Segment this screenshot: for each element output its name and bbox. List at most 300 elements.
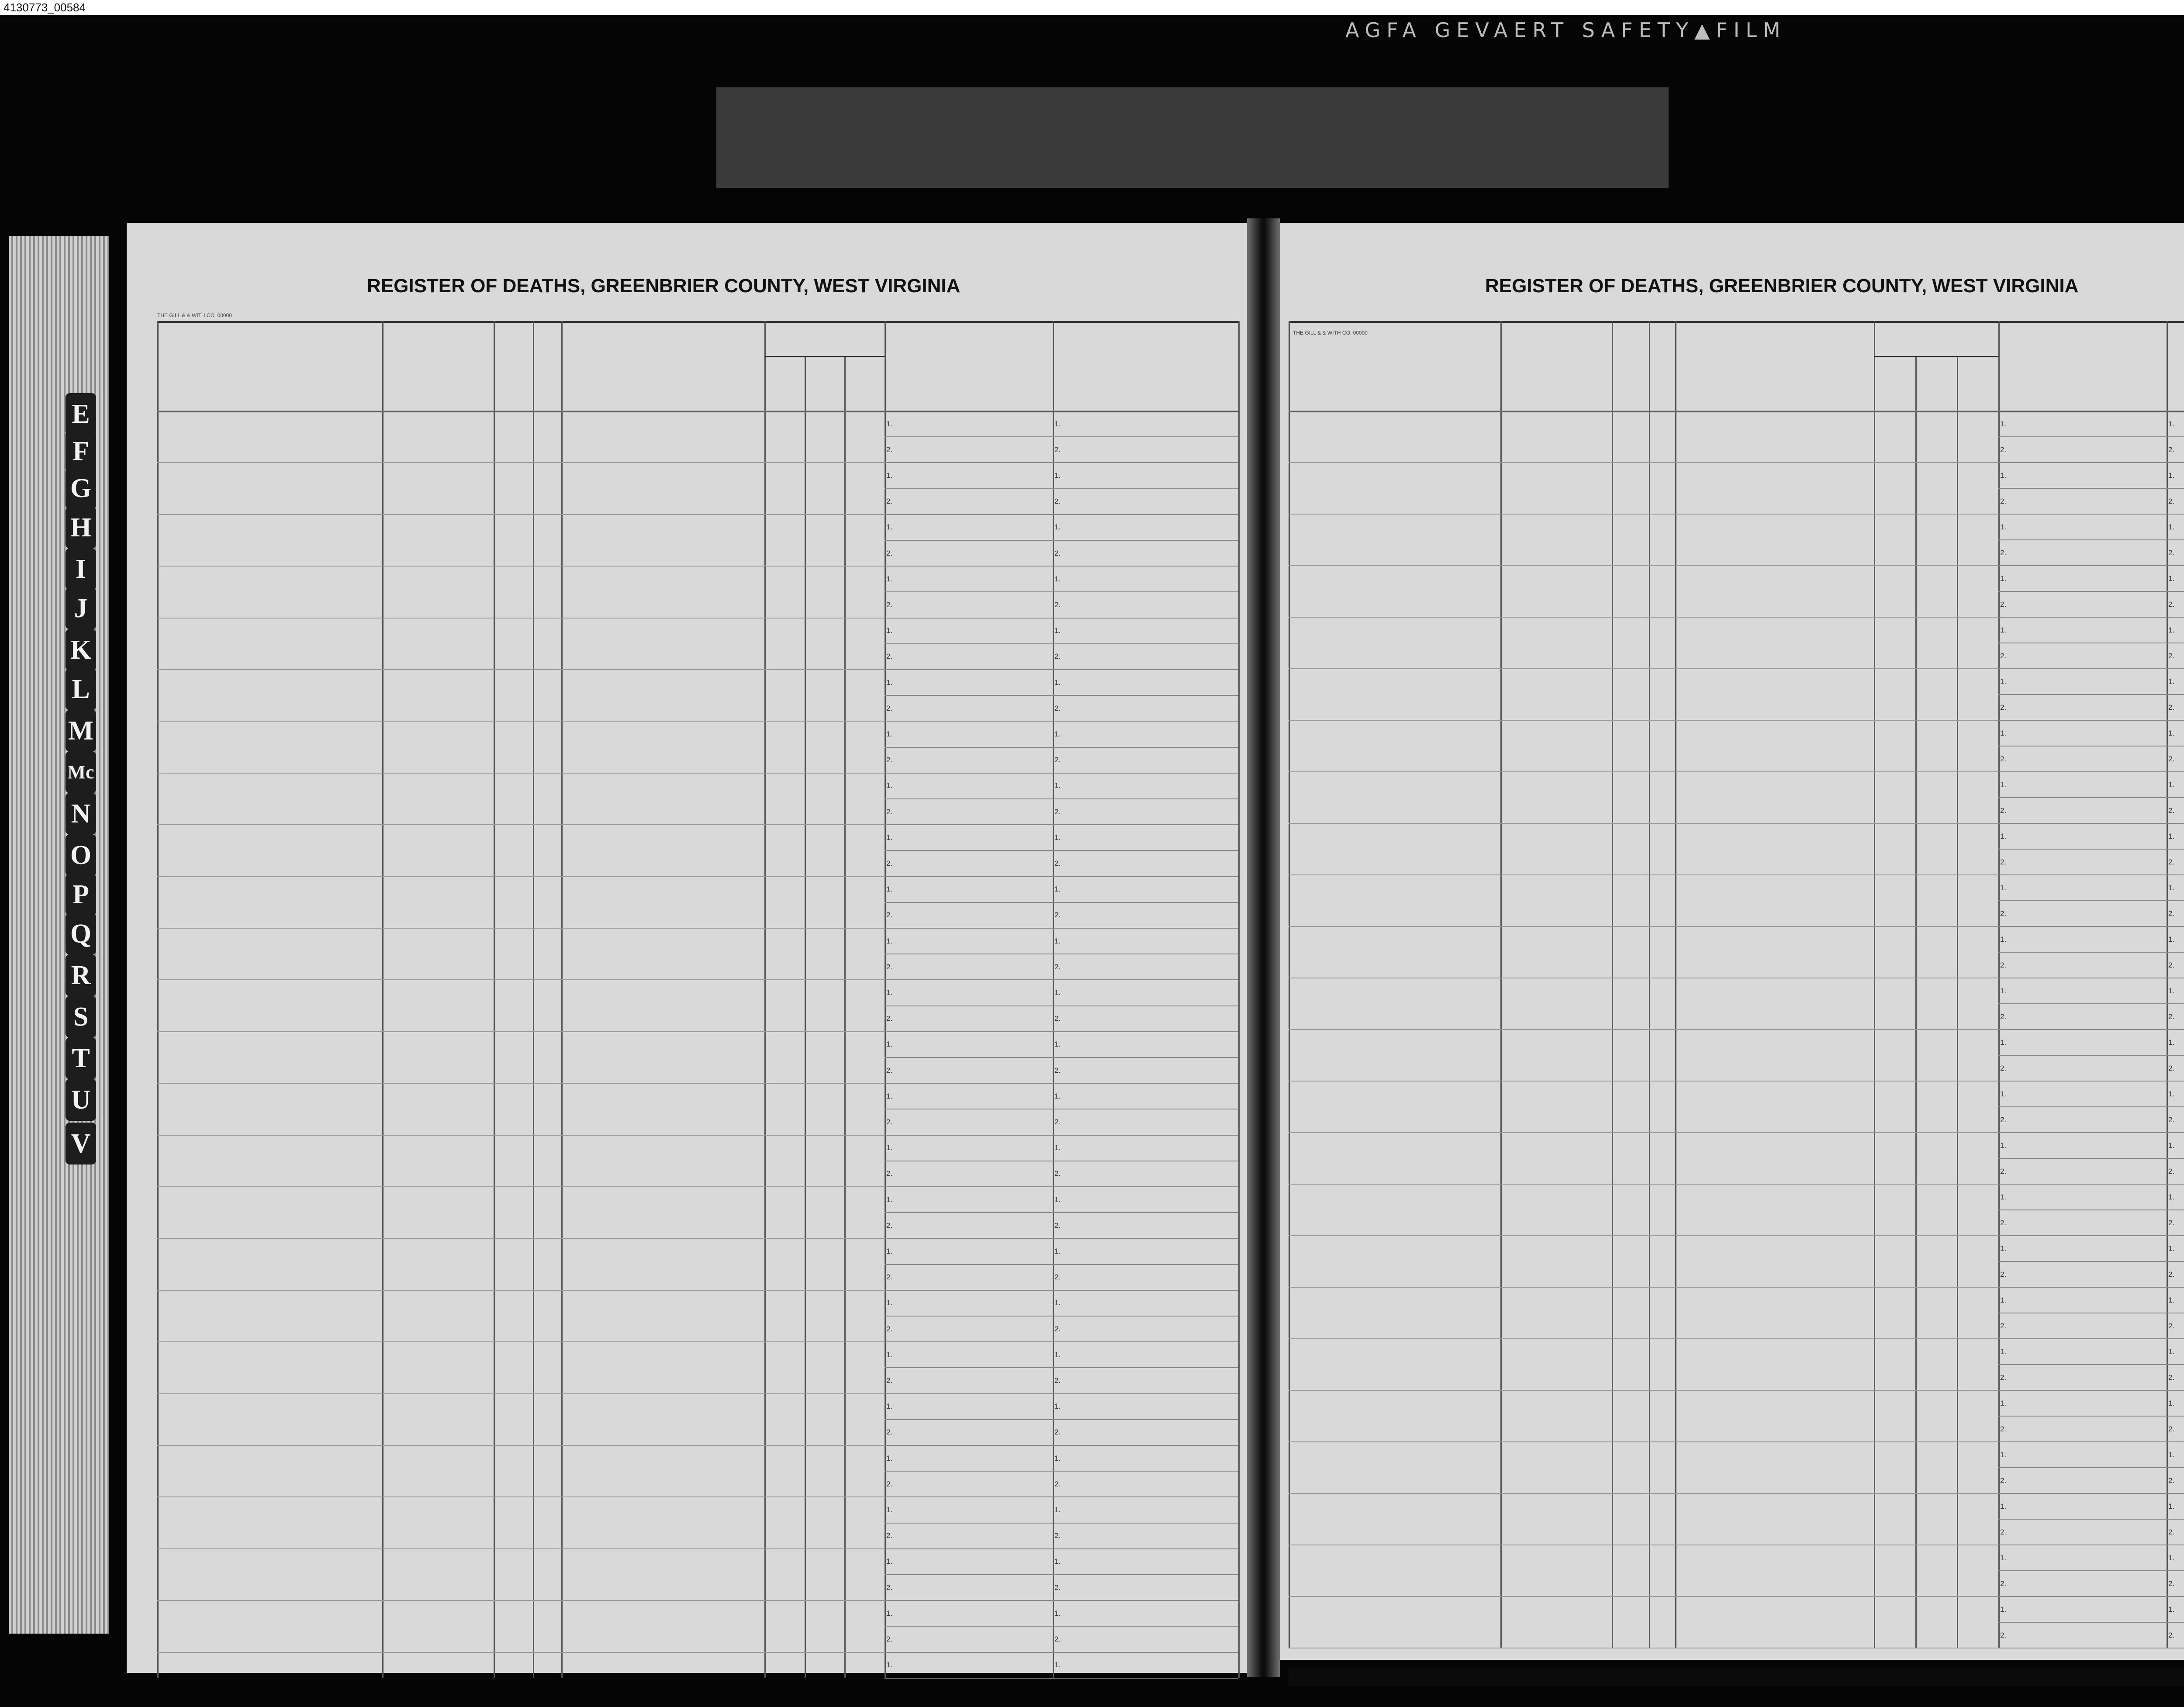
line-number: 1. <box>1054 885 1061 894</box>
column-rule <box>1612 321 1613 1648</box>
line-number: 2. <box>2168 548 2175 557</box>
line-number: 2. <box>1054 1014 1061 1023</box>
ruled-line <box>1998 1209 2184 1210</box>
line-number: 1. <box>1054 1092 1061 1100</box>
line-number: 1. <box>2000 1502 2007 1510</box>
line-number: 2. <box>2000 754 2007 763</box>
column-rule <box>2167 321 2168 1648</box>
column-rule <box>805 356 806 1678</box>
line-number: 1. <box>886 988 893 997</box>
column-rule <box>561 321 563 1678</box>
line-number: 1. <box>1054 1661 1061 1669</box>
line-number: 2. <box>2168 754 2175 763</box>
line-number: 2. <box>2000 1373 2007 1382</box>
line-number: 2. <box>2000 1631 2007 1639</box>
ruled-line <box>885 1057 1238 1058</box>
line-number: 2. <box>1054 445 1061 454</box>
book-spine <box>1247 218 1280 1677</box>
line-number: 2. <box>886 1221 893 1230</box>
line-number: 1. <box>2168 1038 2175 1047</box>
ruled-line <box>1998 926 2184 927</box>
line-number: 2. <box>1054 704 1061 712</box>
line-number: 2. <box>886 1376 893 1385</box>
ruled-line <box>885 1496 1238 1497</box>
ruled-line <box>1998 900 2184 901</box>
line-number: 2. <box>1054 1324 1061 1333</box>
ruled-line <box>1289 514 1998 515</box>
ruled-line <box>1998 1055 2184 1056</box>
ruled-line <box>1998 462 2184 463</box>
index-tab-p: P <box>66 874 96 916</box>
line-number: 2. <box>2168 1373 2175 1382</box>
line-number: 2. <box>886 1635 893 1643</box>
ruled-line <box>157 876 885 877</box>
column-rule <box>157 321 159 1678</box>
right-page <box>1280 223 2184 1660</box>
ruled-line <box>885 1393 1238 1394</box>
ruled-line <box>157 1290 885 1291</box>
ruled-line <box>157 928 885 929</box>
line-number: 2. <box>2000 1476 2007 1485</box>
line-number: 2. <box>886 1479 893 1488</box>
line-number: 1. <box>2168 1296 2175 1304</box>
ruled-line <box>1998 1287 2184 1288</box>
ruled-line <box>157 1496 885 1497</box>
ruled-line <box>1289 1132 1998 1133</box>
line-number: 1. <box>886 1661 893 1669</box>
ruled-line <box>885 1186 1238 1187</box>
line-number: 1. <box>2000 986 2007 995</box>
ruled-line <box>1289 823 1998 824</box>
ruled-line <box>157 721 885 722</box>
column-rule <box>1874 321 1875 1648</box>
line-number: 1. <box>2000 1141 2007 1150</box>
line-number: 2. <box>2168 1579 2175 1588</box>
ruled-line <box>885 1135 1238 1136</box>
column-rule <box>764 321 766 1678</box>
ruled-line <box>1998 1235 2184 1236</box>
header-top-rule <box>157 321 1238 323</box>
line-number: 2. <box>2168 1012 2175 1021</box>
column-rule <box>1915 356 1917 1648</box>
line-number: 1. <box>1054 1557 1061 1566</box>
ruled-line <box>1998 1570 2184 1571</box>
line-number: 2. <box>1054 497 1061 506</box>
line-number: 2. <box>2000 651 2007 660</box>
line-number: 2. <box>2000 1321 2007 1330</box>
index-tab-g: G <box>66 467 96 509</box>
ruled-line <box>885 669 1238 670</box>
line-number: 2. <box>2000 1579 2007 1588</box>
ruled-line <box>1998 565 2184 566</box>
line-number: 2. <box>886 962 893 971</box>
line-number: 1. <box>1054 988 1061 997</box>
line-number: 2. <box>2168 1476 2175 1485</box>
line-number: 1. <box>1054 523 1061 532</box>
line-number: 2. <box>886 807 893 816</box>
line-number: 2. <box>1054 1221 1061 1230</box>
column-rule <box>1289 321 1290 1648</box>
left-page <box>127 223 1247 1673</box>
line-number: 2. <box>2168 909 2175 918</box>
ruled-line <box>1998 668 2184 669</box>
ruled-line <box>885 643 1238 644</box>
line-number: 1. <box>2000 1296 2007 1304</box>
line-number: 1. <box>886 1040 893 1049</box>
ruled-line <box>1998 1467 2184 1468</box>
ruled-line <box>1998 591 2184 592</box>
header-top-rule <box>1289 321 2184 323</box>
line-number: 2. <box>886 549 893 557</box>
ruled-line <box>1289 720 1998 721</box>
line-number: 2. <box>1054 911 1061 919</box>
index-tab-r: R <box>66 954 96 996</box>
line-number: 1. <box>1054 730 1061 738</box>
line-number: 1. <box>2168 883 2175 892</box>
line-number: 1. <box>886 1557 893 1566</box>
ruled-line <box>885 1264 1238 1265</box>
column-rule <box>1500 321 1502 1648</box>
line-number: 2. <box>1054 807 1061 816</box>
ruled-line <box>157 1600 885 1601</box>
ruled-line <box>157 1186 885 1187</box>
line-number: 1. <box>2000 1450 2007 1459</box>
line-number: 1. <box>886 1506 893 1514</box>
ruled-line <box>157 979 885 980</box>
line-number: 2. <box>886 1066 893 1075</box>
right-page-title: REGISTER OF DEATHS, GREENBRIER COUNTY, WEST VIRGINIA <box>1485 275 2079 297</box>
age-subheader-rule <box>1874 356 1998 357</box>
line-number: 1. <box>2168 625 2175 634</box>
ruled-line <box>885 695 1238 696</box>
ruled-line <box>1289 926 1998 927</box>
line-number: 1. <box>2000 1347 2007 1356</box>
ruled-line <box>157 1393 885 1394</box>
line-number: 2. <box>2168 1631 2175 1639</box>
ruled-line <box>885 1574 1238 1575</box>
line-number: 2. <box>1054 652 1061 661</box>
ruled-line <box>885 721 1238 722</box>
line-number: 1. <box>2168 1399 2175 1407</box>
ruled-line <box>1289 771 1998 772</box>
ruled-line <box>157 1548 885 1549</box>
index-tab-mc: Mc <box>66 751 96 793</box>
line-number: 2. <box>886 601 893 609</box>
ruled-line <box>1998 849 2184 850</box>
ruled-line <box>157 1341 885 1342</box>
line-number: 2. <box>886 445 893 454</box>
line-number: 1. <box>1054 936 1061 945</box>
line-number: 2. <box>1054 1169 1061 1178</box>
ruled-line <box>1998 694 2184 695</box>
ruled-line <box>885 773 1238 774</box>
line-number: 1. <box>886 781 893 790</box>
ruled-line <box>1289 1390 1998 1391</box>
line-number: 2. <box>2168 1115 2175 1124</box>
line-number: 2. <box>1054 859 1061 867</box>
line-number: 2. <box>2168 1218 2175 1227</box>
line-number: 2. <box>886 1531 893 1540</box>
line-number: 1. <box>1054 1402 1061 1411</box>
line-number: 1. <box>886 1195 893 1204</box>
line-number: 1. <box>2168 1244 2175 1253</box>
line-number: 1. <box>2168 1192 2175 1201</box>
line-number: 2. <box>1054 1583 1061 1592</box>
column-rule <box>1675 321 1676 1648</box>
ruled-line <box>1998 1390 2184 1391</box>
ruled-line <box>157 462 885 463</box>
ruled-line <box>885 488 1238 489</box>
ruled-line <box>885 850 1238 851</box>
index-tab-i: I <box>66 548 96 590</box>
line-number: 2. <box>2000 1218 2007 1227</box>
line-number: 1. <box>886 523 893 532</box>
ruled-line <box>885 1238 1238 1239</box>
ruled-line <box>1998 1184 2184 1185</box>
ruled-line <box>885 1316 1238 1317</box>
line-number: 1. <box>2168 1347 2175 1356</box>
line-number: 2. <box>2000 548 2007 557</box>
line-number: 1. <box>1054 1195 1061 1204</box>
line-number: 1. <box>2000 1089 2007 1098</box>
line-number: 2. <box>886 1324 893 1333</box>
line-number: 2. <box>2000 1167 2007 1175</box>
line-number: 1. <box>886 1299 893 1307</box>
line-number: 1. <box>1054 1454 1061 1462</box>
column-rule <box>494 321 495 1678</box>
line-number: 2. <box>1054 1066 1061 1075</box>
line-number: 1. <box>2168 1141 2175 1150</box>
ruled-line <box>157 566 885 567</box>
ruled-line <box>1998 1132 2184 1133</box>
ruled-line <box>885 1471 1238 1472</box>
ruled-line <box>885 979 1238 980</box>
page-shadow <box>1289 1669 2184 1686</box>
line-number: 2. <box>2168 1527 2175 1536</box>
ruled-line <box>885 1419 1238 1420</box>
index-tab-k: K <box>66 629 96 671</box>
ruled-line <box>1289 565 1998 566</box>
ruled-line <box>885 1652 1238 1653</box>
line-number: 2. <box>2168 600 2175 608</box>
ruled-line <box>1998 1338 2184 1339</box>
ruled-line <box>1998 1081 2184 1082</box>
line-number: 1. <box>886 419 893 428</box>
ruled-line <box>1289 1287 1998 1288</box>
index-tab-t: T <box>66 1037 96 1079</box>
index-tab-f: F <box>66 430 96 472</box>
ruled-line <box>1998 436 2184 437</box>
column-rule <box>1998 321 2000 1648</box>
line-number: 2. <box>2000 806 2007 815</box>
ruled-line <box>1998 797 2184 798</box>
line-number: 2. <box>2000 1527 2007 1536</box>
ruled-line <box>1998 617 2184 618</box>
line-number: 1. <box>2000 883 2007 892</box>
ruled-line <box>885 1031 1238 1032</box>
ruled-line <box>1998 823 2184 824</box>
line-number: 2. <box>2168 857 2175 866</box>
ruled-line <box>1998 1441 2184 1442</box>
line-number: 2. <box>2168 1064 2175 1072</box>
line-number: 1. <box>886 885 893 894</box>
ruled-line <box>1289 462 1998 463</box>
line-number: 1. <box>886 574 893 583</box>
left-page-title: REGISTER OF DEATHS, GREENBRIER COUNTY, WEST VIRGINIA <box>367 275 961 297</box>
line-number: 2. <box>886 1273 893 1282</box>
line-number: 2. <box>2000 961 2007 969</box>
ruled-line <box>1289 617 1998 618</box>
line-number: 1. <box>2168 1502 2175 1510</box>
index-tab-o: O <box>66 834 96 876</box>
line-number: 1. <box>1054 678 1061 687</box>
line-number: 1. <box>886 833 893 842</box>
ruled-line <box>1998 1364 2184 1365</box>
ruled-line <box>885 824 1238 825</box>
line-number: 1. <box>1054 1144 1061 1152</box>
ruled-line <box>157 1083 885 1084</box>
ruled-line <box>885 514 1238 515</box>
index-tab-e: E <box>66 393 96 435</box>
ruled-line <box>885 436 1238 437</box>
ruled-line <box>1998 952 2184 953</box>
line-number: 2. <box>2168 961 2175 969</box>
ruled-line <box>157 824 885 825</box>
line-number: 1. <box>886 1454 893 1462</box>
ruled-line <box>1998 488 2184 489</box>
line-number: 2. <box>2000 445 2007 454</box>
ruled-line <box>1998 1622 2184 1623</box>
line-number: 2. <box>2000 703 2007 712</box>
line-number: 1. <box>2000 780 2007 789</box>
ruled-line <box>885 1083 1238 1084</box>
line-number: 2. <box>2168 497 2175 505</box>
line-number: 1. <box>2000 1605 2007 1614</box>
line-number: 1. <box>2000 1038 2007 1047</box>
background-panel <box>716 87 1669 188</box>
ruled-line <box>885 798 1238 799</box>
line-number: 2. <box>2168 1424 2175 1433</box>
ruled-line <box>157 669 885 670</box>
index-tab-j: J <box>66 587 96 629</box>
ruled-line <box>885 747 1238 748</box>
ruled-line <box>885 1548 1238 1549</box>
line-number: 2. <box>1054 601 1061 609</box>
ruled-line <box>885 1341 1238 1342</box>
ruled-line <box>1289 874 1998 875</box>
ruled-line <box>1998 1416 2184 1417</box>
line-number: 2. <box>2000 600 2007 608</box>
ruled-line <box>1998 514 2184 515</box>
top-bar <box>0 0 2184 17</box>
index-tab-h: H <box>66 507 96 549</box>
line-number: 2. <box>1054 1531 1061 1540</box>
column-rule <box>382 321 384 1678</box>
index-tab-q: Q <box>66 913 96 955</box>
line-number: 1. <box>2000 935 2007 943</box>
printer-mark: THE GILL & & WITH CO. 00000 <box>157 312 232 318</box>
line-number: 2. <box>886 756 893 764</box>
ruled-line <box>885 1678 1238 1679</box>
line-number: 1. <box>2000 1399 2007 1407</box>
line-number: 1. <box>1054 574 1061 583</box>
ruled-line <box>1998 1003 2184 1004</box>
column-rule <box>885 321 886 1678</box>
ruled-line <box>885 1445 1238 1446</box>
line-number: 2. <box>2168 1167 2175 1175</box>
line-number: 1. <box>1054 1506 1061 1514</box>
line-number: 2. <box>2000 497 2007 505</box>
line-number: 1. <box>2000 471 2007 480</box>
ruled-line <box>157 514 885 515</box>
ruled-line <box>1289 1338 1998 1339</box>
line-number: 1. <box>2168 574 2175 583</box>
line-number: 1. <box>1054 1350 1061 1359</box>
line-number: 2. <box>2168 651 2175 660</box>
ruled-line <box>885 1212 1238 1213</box>
line-number: 1. <box>1054 1040 1061 1049</box>
ruled-line <box>1289 1441 1998 1442</box>
line-number: 2. <box>886 497 893 506</box>
line-number: 1. <box>2168 1089 2175 1098</box>
line-number: 1. <box>2000 1244 2007 1253</box>
line-number: 1. <box>886 1402 893 1411</box>
index-tab-u: U <box>66 1079 96 1121</box>
line-number: 1. <box>1054 419 1061 428</box>
line-number: 2. <box>1054 962 1061 971</box>
line-number: 2. <box>1054 1273 1061 1282</box>
line-number: 1. <box>2000 419 2007 428</box>
line-number: 2. <box>1054 1376 1061 1385</box>
line-number: 2. <box>1054 1428 1061 1437</box>
ruled-line <box>1289 668 1998 669</box>
line-number: 1. <box>2168 1553 2175 1562</box>
line-number: 1. <box>2000 677 2007 686</box>
line-number: 2. <box>1054 1118 1061 1126</box>
line-number: 2. <box>2168 445 2175 454</box>
line-number: 1. <box>886 471 893 480</box>
ruled-line <box>157 1445 885 1446</box>
line-number: 1. <box>2168 419 2175 428</box>
index-tab-v: V <box>66 1123 96 1164</box>
line-number: 2. <box>1054 1635 1061 1643</box>
line-number: 1. <box>2168 471 2175 480</box>
ruled-line <box>885 1290 1238 1291</box>
line-number: 2. <box>886 652 893 661</box>
line-number: 1. <box>2168 1450 2175 1459</box>
ruled-line <box>1289 1596 1998 1597</box>
index-tab-n: N <box>66 793 96 835</box>
line-number: 1. <box>886 678 893 687</box>
film-mark: AGFA GEVAERT SAFETY▲FILM <box>1345 18 1787 42</box>
index-tab-s: S <box>66 996 96 1038</box>
line-number: 1. <box>2168 832 2175 840</box>
ruled-line <box>1289 1081 1998 1082</box>
line-number: 2. <box>2168 806 2175 815</box>
line-number: 2. <box>2000 1270 2007 1279</box>
ruled-line <box>885 540 1238 541</box>
column-rule <box>533 321 534 1678</box>
column-rule <box>844 356 846 1678</box>
line-number: 2. <box>1054 549 1061 557</box>
index-tab-m: M <box>66 710 96 752</box>
line-number: 2. <box>886 1428 893 1437</box>
line-number: 2. <box>1054 756 1061 764</box>
printer-mark: THE GILL & & WITH CO. 00000 <box>1293 330 1368 336</box>
line-number: 1. <box>2000 522 2007 531</box>
line-number: 1. <box>886 626 893 635</box>
file-id: 4130773_00584 <box>3 1 86 14</box>
